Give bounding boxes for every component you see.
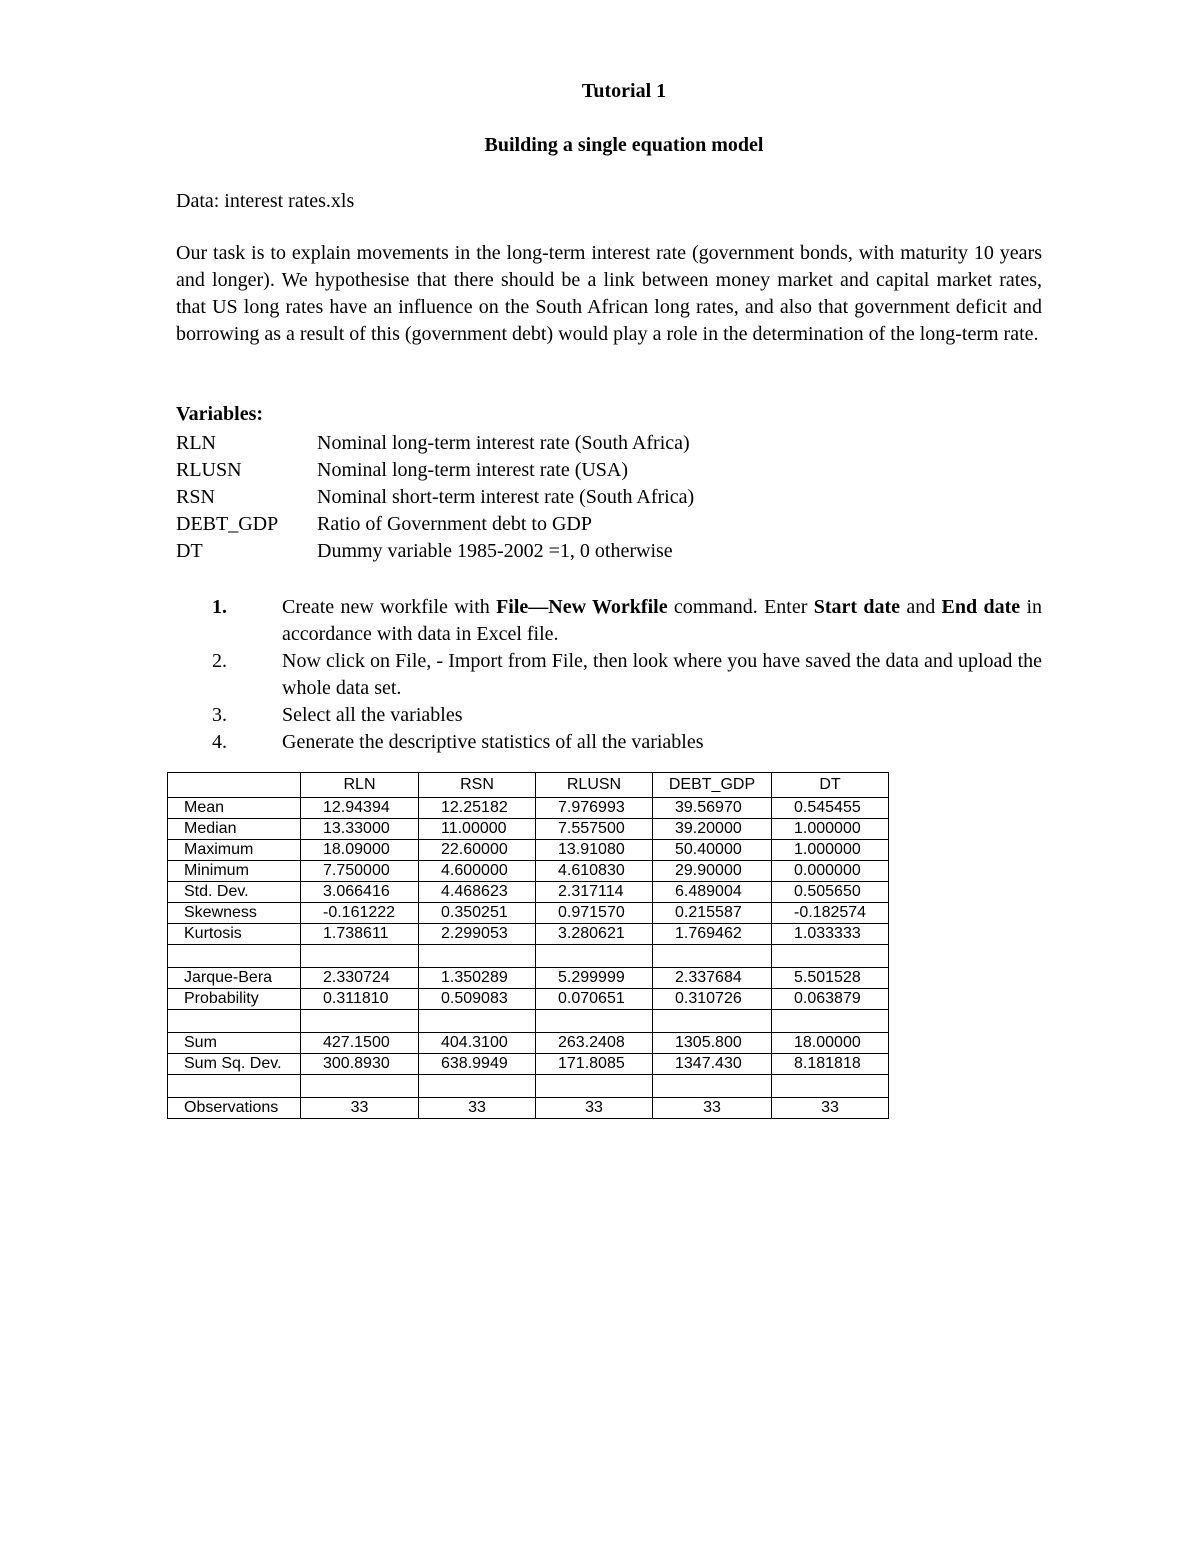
table-cell: 2.330724	[301, 968, 419, 989]
step-text	[282, 594, 1042, 648]
table-cell	[772, 945, 889, 968]
document-title: Tutorial 1	[581, 80, 667, 102]
step-text: Select all the variables	[282, 704, 463, 726]
table-cell: 5.501528	[772, 968, 889, 989]
table-cell: 18.09000	[301, 840, 419, 861]
step-text-part: in accordance with data in Excel file.	[282, 596, 1043, 645]
table-cell: 1.000000	[772, 840, 889, 861]
row-label-cell	[168, 1010, 301, 1033]
table-cell: 427.1500	[301, 1033, 419, 1054]
table-row	[168, 924, 889, 945]
step-item	[212, 729, 1042, 756]
table-header-row	[168, 773, 889, 798]
table-cell: 11.00000	[419, 819, 536, 840]
step-text-part: and	[900, 596, 942, 618]
table-cell: 404.3100	[419, 1033, 536, 1054]
row-label-cell: Std. Dev.	[168, 882, 301, 903]
variable-description: Nominal long-term interest rate (South Africa)	[317, 432, 690, 454]
table-cell	[536, 945, 653, 968]
step-text-bold: File—New Workfile	[496, 596, 668, 618]
table-cell: 171.8085	[536, 1054, 653, 1075]
row-label-cell: Skewness	[168, 903, 301, 924]
step-number: 2.	[212, 650, 227, 672]
table-cell: 1.769462	[653, 924, 772, 945]
table-row	[168, 945, 889, 968]
step-item	[212, 648, 1042, 702]
row-label-cell: Sum	[168, 1033, 301, 1054]
table-row	[168, 1010, 889, 1033]
table-cell: 33	[536, 1098, 653, 1119]
table-cell: 0.509083	[419, 989, 536, 1010]
step-text: Now click on File, - Import from File, then look where you have saved the data and upload the whole data set.	[282, 650, 1042, 699]
table-cell	[419, 1010, 536, 1033]
table-cell: 7.750000	[301, 861, 419, 882]
table-cell: 0.070651	[536, 989, 653, 1010]
table-cell: 1.350289	[419, 968, 536, 989]
table-cell	[536, 1010, 653, 1033]
table-cell: 1.033333	[772, 924, 889, 945]
data-source-line: Data: interest rates.xls	[176, 190, 355, 212]
table-cell: 3.280621	[536, 924, 653, 945]
row-label-cell: Maximum	[168, 840, 301, 861]
document-subtitle: Building a single equation model	[484, 134, 764, 156]
table-header-cell: DT	[772, 773, 889, 798]
row-label-cell: Observations	[168, 1098, 301, 1119]
table-row	[168, 1075, 889, 1098]
table-row	[168, 903, 889, 924]
row-label-cell	[168, 945, 301, 968]
variable-description: Dummy variable 1985-2002 =1, 0 otherwise	[317, 540, 673, 562]
table-cell: -0.182574	[772, 903, 889, 924]
row-label-cell: Mean	[168, 798, 301, 819]
table-cell: 7.557500	[536, 819, 653, 840]
table-cell: 300.8930	[301, 1054, 419, 1075]
table-row	[168, 882, 889, 903]
table-cell: 0.505650	[772, 882, 889, 903]
step-text-bold: End date	[941, 596, 1021, 618]
table-cell	[301, 1010, 419, 1033]
row-label-cell: Sum Sq. Dev.	[168, 1054, 301, 1075]
table-cell: 1.738611	[301, 924, 419, 945]
row-label-cell: Jarque-Bera	[168, 968, 301, 989]
variable-name: DT	[176, 540, 203, 562]
table-row	[168, 1098, 889, 1119]
step-number: 4.	[212, 731, 227, 753]
row-label-cell: Median	[168, 819, 301, 840]
step-text: Generate the descriptive statistics of all the variables	[282, 731, 704, 753]
variable-description: Ratio of Government debt to GDP	[317, 513, 592, 535]
table-cell: 33	[301, 1098, 419, 1119]
table-cell: 12.94394	[301, 798, 419, 819]
table-cell: 33	[772, 1098, 889, 1119]
descriptive-statistics-table	[167, 772, 889, 1119]
table-cell	[772, 1010, 889, 1033]
table-cell: 12.25182	[419, 798, 536, 819]
table-header-cell: RLUSN	[536, 773, 653, 798]
table-cell: 4.600000	[419, 861, 536, 882]
table-cell: 0.215587	[653, 903, 772, 924]
table-row	[168, 861, 889, 882]
table-body	[168, 798, 889, 1119]
table-cell: 29.90000	[653, 861, 772, 882]
table-cell: 22.60000	[419, 840, 536, 861]
table-cell: 2.337684	[653, 968, 772, 989]
table-cell: 8.181818	[772, 1054, 889, 1075]
table-cell: 263.2408	[536, 1033, 653, 1054]
table-cell	[772, 1075, 889, 1098]
table-cell	[653, 1075, 772, 1098]
table-row	[168, 840, 889, 861]
table-header-cell: RLN	[301, 773, 419, 798]
table-cell	[419, 1075, 536, 1098]
table-cell: 7.976993	[536, 798, 653, 819]
table-cell	[653, 945, 772, 968]
table-cell: 3.066416	[301, 882, 419, 903]
step-number: 3.	[212, 704, 227, 726]
table-cell: 6.489004	[653, 882, 772, 903]
table-row	[168, 1033, 889, 1054]
table-header-cell	[168, 773, 301, 798]
table-cell	[419, 945, 536, 968]
table-cell: 39.56970	[653, 798, 772, 819]
table-cell	[653, 1010, 772, 1033]
table-cell: 0.310726	[653, 989, 772, 1010]
table-cell: 2.317114	[536, 882, 653, 903]
table-cell: 33	[653, 1098, 772, 1119]
row-label-cell: Probability	[168, 989, 301, 1010]
table-cell: 50.40000	[653, 840, 772, 861]
table-row	[168, 989, 889, 1010]
table-row	[168, 798, 889, 819]
table-cell	[301, 945, 419, 968]
row-label-cell: Minimum	[168, 861, 301, 882]
table-header-cell: RSN	[419, 773, 536, 798]
table-cell: 18.00000	[772, 1033, 889, 1054]
table-cell: 13.91080	[536, 840, 653, 861]
step-text-part: Create new workfile with	[282, 596, 497, 618]
table-cell: 638.9949	[419, 1054, 536, 1075]
variable-name: DEBT_GDP	[176, 513, 279, 535]
table-row	[168, 819, 889, 840]
table-cell	[536, 1075, 653, 1098]
table-cell: 1347.430	[653, 1054, 772, 1075]
row-label-cell: Kurtosis	[168, 924, 301, 945]
table-cell: 0.971570	[536, 903, 653, 924]
table-header-cell: DEBT_GDP	[653, 773, 772, 798]
variable-name: RLN	[176, 432, 216, 454]
table-cell: 1.000000	[772, 819, 889, 840]
step-text-part: command. Enter	[667, 596, 814, 618]
table-cell: 4.468623	[419, 882, 536, 903]
variables-heading: Variables:	[176, 403, 264, 425]
row-label-cell	[168, 1075, 301, 1098]
table-cell: 33	[419, 1098, 536, 1119]
table-cell: 1305.800	[653, 1033, 772, 1054]
table-cell: 0.000000	[772, 861, 889, 882]
steps-list	[212, 594, 1042, 756]
table-row	[168, 1054, 889, 1075]
table-cell: 0.545455	[772, 798, 889, 819]
table-cell: 2.299053	[419, 924, 536, 945]
task-paragraph: Our task is to explain movements in the long-term interest rate (government bonds, with maturity 10 years and longer). We hypothesise that there should be a link between money market and capital market rates, that US long rates have an influence on the South African long rates, and also that government deficit and borrowing as a result of this (government debt) would play a role in the determination of the long-term rate.	[176, 242, 1042, 345]
table-cell	[301, 1075, 419, 1098]
variable-name: RSN	[176, 486, 215, 508]
step-number: 1.	[212, 596, 227, 618]
table-cell: -0.161222	[301, 903, 419, 924]
table-cell: 13.33000	[301, 819, 419, 840]
table-row	[168, 968, 889, 989]
table-cell: 5.299999	[536, 968, 653, 989]
table-cell: 0.063879	[772, 989, 889, 1010]
variable-description: Nominal long-term interest rate (USA)	[317, 459, 629, 481]
variable-name: RLUSN	[176, 459, 242, 481]
step-item	[212, 702, 1042, 729]
table-cell: 39.20000	[653, 819, 772, 840]
step-text-bold: Start date	[813, 596, 901, 618]
variable-description: Nominal short-term interest rate (South Africa)	[317, 486, 695, 508]
step-item	[212, 594, 1042, 648]
table-cell: 0.311810	[301, 989, 419, 1010]
table-cell: 4.610830	[536, 861, 653, 882]
table-cell: 0.350251	[419, 903, 536, 924]
